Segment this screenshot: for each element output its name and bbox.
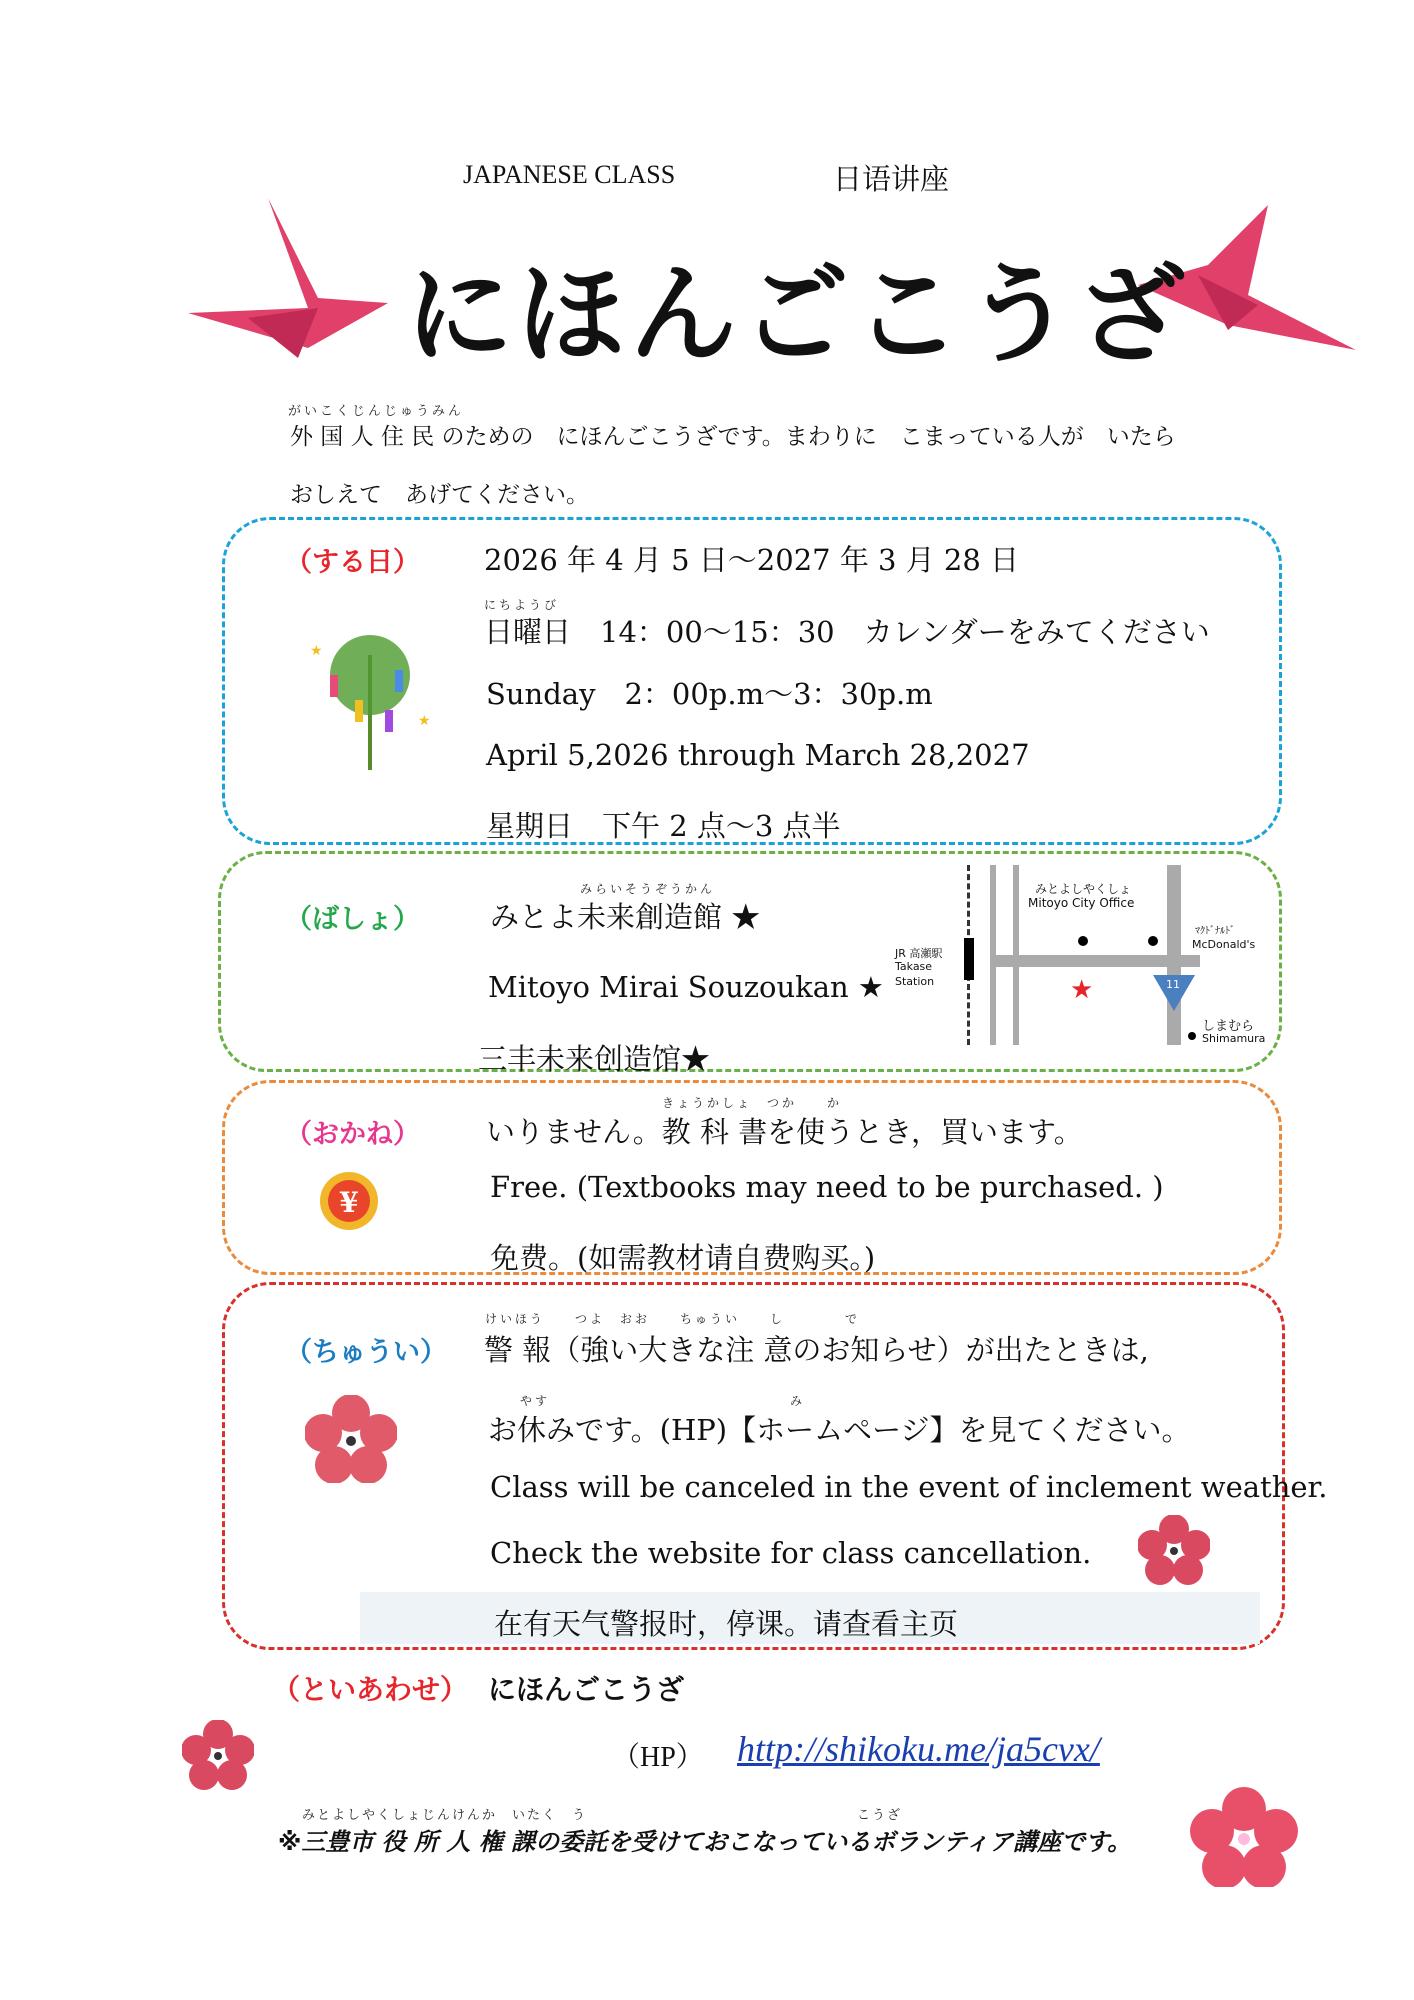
tanabata-tree-icon	[300, 615, 440, 775]
place-furigana: みらいそうぞうかん	[580, 882, 716, 896]
dates-en: April 5,2026 through March 28,2027	[486, 738, 1030, 772]
svg-text:★: ★	[418, 713, 431, 729]
hp-label: （HP）	[612, 1742, 704, 1773]
caution-label: （ちゅうい）	[285, 1337, 447, 1368]
intro-line-1: 外 国 人 住 民 のための にほんごこうざです。まわりに こまっている人が いたら	[290, 424, 1176, 450]
paper-crane-left-icon	[188, 198, 393, 358]
plum-blossom-icon	[1138, 1515, 1210, 1585]
footer-note: ※三豊市 役 所 人 権 課の委託を受けておこなっているボランティア講座です。	[278, 1828, 1132, 1856]
map-station-en1: Takase	[895, 960, 933, 973]
map-shimamura-ja: しまむら	[1202, 1019, 1255, 1034]
time-zh: 星期日 下午 2 点～3 点半	[486, 809, 841, 843]
caution-furigana-1: けいほう つよ おお ちゅうい し で	[485, 1312, 861, 1326]
contact-name: にほんごこうざ	[488, 1673, 685, 1706]
map-station-en2: Station	[895, 975, 935, 988]
caution-line-4: Check the website for class cancellation.	[490, 1536, 1092, 1570]
chinese-heading: 日语讲座	[833, 162, 950, 196]
caution-furigana-2: やす み	[520, 1394, 806, 1408]
english-heading: JAPANESE CLASS	[463, 160, 676, 189]
map-office-ja: みとよしやくしょ	[1035, 882, 1132, 896]
time-ja: 日曜日 14：00～15：30 カレンダーをみてください	[484, 615, 1210, 649]
map-shimamura-en: Shimamura	[1202, 1032, 1266, 1045]
intro-furigana: がいこくじんじゅうみん	[288, 404, 465, 419]
contact-label: （といあわせ）	[272, 1673, 469, 1706]
map-mcd-ja: ﾏｸﾄﾞﾅﾙﾄﾞ	[1195, 926, 1235, 937]
website-link[interactable]: http://shikoku.me/ja5cvx/	[737, 1729, 1100, 1769]
plum-blossom-icon	[1190, 1787, 1298, 1887]
caution-line-3: Class will be canceled in the event of inclement weather.	[490, 1470, 1328, 1504]
cost-en: Free. (Textbooks may need to be purchased. )	[490, 1170, 1164, 1204]
place-name-ja: みとよ未来創造館 ★	[490, 900, 761, 934]
sunday-furigana: にちようび	[484, 598, 560, 612]
map-station-ja: JR 高瀬駅	[895, 947, 943, 960]
plum-blossom-icon	[305, 1395, 397, 1483]
place-name-zh: 三丰未来创造馆★	[478, 1042, 711, 1076]
cost-zh: 免费。(如需教材请自费购买。)	[490, 1241, 876, 1275]
when-label: （する日）	[285, 547, 420, 578]
cost-ja: いりません。教 科 書を使うとき，買います。	[486, 1115, 1083, 1149]
plum-blossom-icon	[182, 1720, 254, 1790]
intro-line-2: おしえて あげてください。	[290, 482, 589, 508]
footer-furigana: みとよしやくしょじんけんか いたく う こうざ	[302, 1808, 903, 1823]
time-en: Sunday 2：00p.m～3：30p.m	[486, 677, 933, 711]
map-office-en: Mitoyo City Office	[1028, 896, 1135, 910]
venue-star-icon: ★	[1070, 975, 1094, 1005]
access-map	[880, 860, 1280, 1060]
map-mcd-en: McDonald's	[1192, 938, 1256, 951]
cost-label: （おかね）	[285, 1119, 420, 1150]
yen-coin-icon	[318, 1170, 380, 1232]
dates-ja: 2026 年 4 月 5 日～2027 年 3 月 28 日	[484, 543, 1020, 577]
svg-text:★: ★	[310, 643, 323, 659]
route-number: 11	[1166, 978, 1180, 991]
svg-text:¥: ¥	[339, 1186, 359, 1219]
caution-line-5: 在有天气警报时，停课。请查看主页	[494, 1607, 959, 1641]
page-title: にほんごこうざ	[405, 252, 1190, 378]
cost-furigana: きょうかしょ つか か	[662, 1096, 843, 1110]
place-name-en: Mitoyo Mirai Souzoukan ★	[488, 970, 884, 1004]
place-label: （ばしょ）	[285, 904, 420, 935]
caution-line-2: お休みです。(HP)【ホームページ】を見てください。	[488, 1413, 1191, 1447]
caution-line-1: 警 報（強い大きな注 意のお知らせ）が出たときは,	[484, 1333, 1149, 1367]
